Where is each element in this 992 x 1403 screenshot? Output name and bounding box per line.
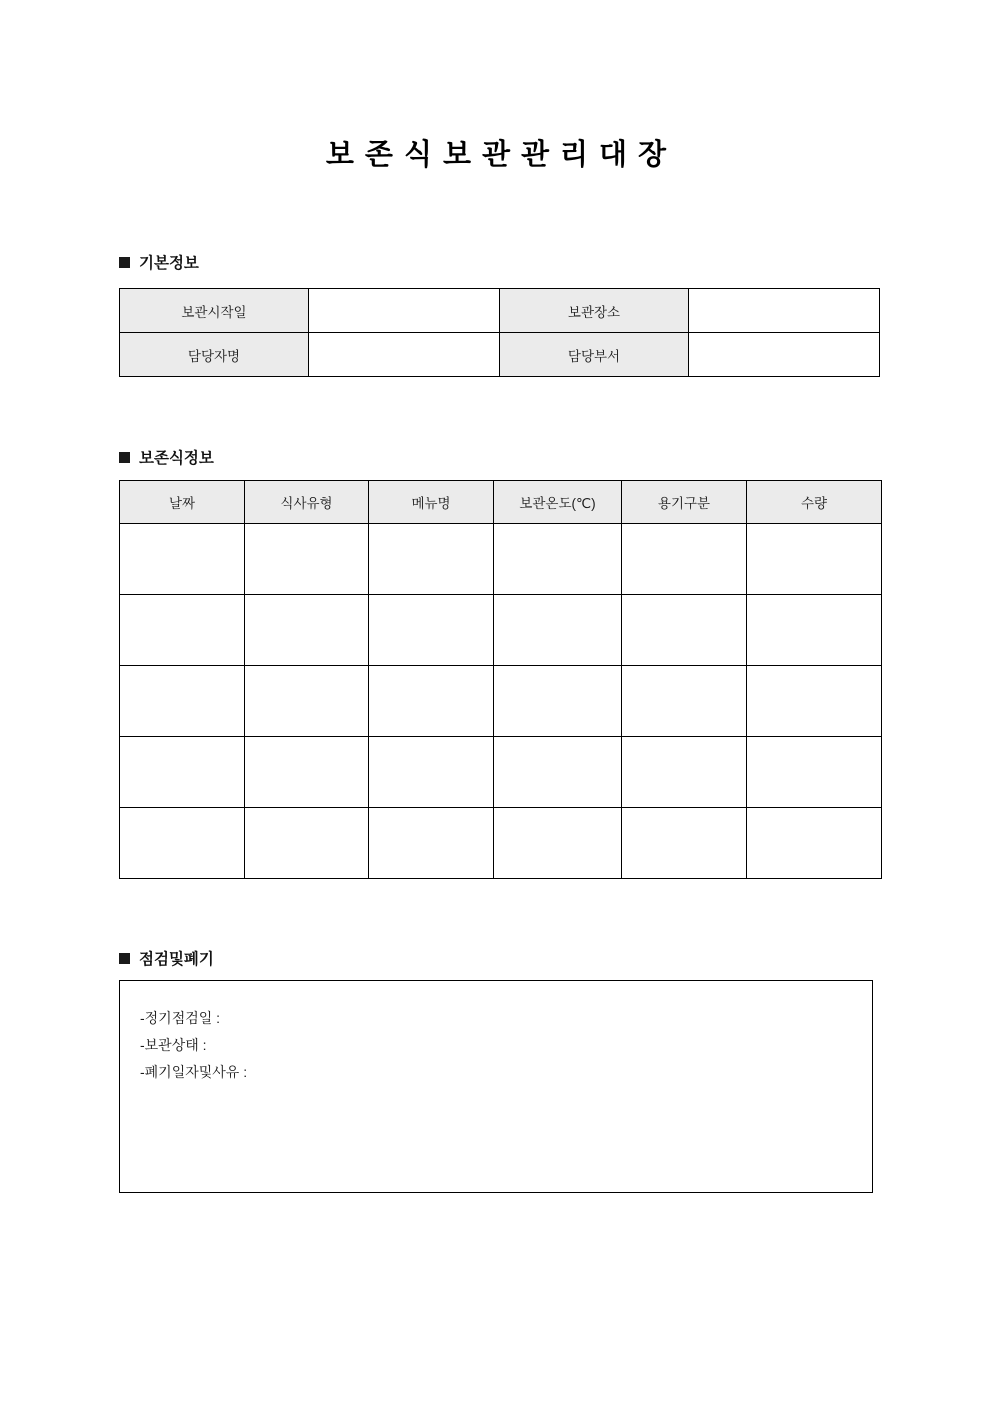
column-header-meal-type: 식사유형	[245, 481, 369, 524]
cell-date[interactable]	[120, 808, 245, 879]
cell-storage-temperature[interactable]	[494, 808, 622, 879]
cell-date[interactable]	[120, 737, 245, 808]
section-heading-basic-info-label: 기본정보	[139, 255, 199, 272]
cell-storage-temperature[interactable]	[494, 595, 622, 666]
cell-menu-name[interactable]	[369, 595, 494, 666]
cell-quantity[interactable]	[747, 737, 882, 808]
column-header-menu-name: 메뉴명	[369, 481, 494, 524]
basic-label-storage-location: 보관장소	[500, 289, 689, 333]
cell-meal-type[interactable]	[245, 666, 369, 737]
inspection-disposal-notes-box[interactable]	[119, 980, 873, 1193]
cell-date[interactable]	[120, 666, 245, 737]
note-line-disposal-date-and-reason: -폐기일자및사유 :	[140, 1064, 248, 1080]
basic-label-department: 담당부서	[500, 333, 689, 377]
cell-container-type[interactable]	[622, 666, 747, 737]
section-heading-food-info	[119, 446, 214, 468]
table-row	[120, 595, 882, 666]
cell-menu-name[interactable]	[369, 666, 494, 737]
cell-storage-temperature[interactable]	[494, 524, 622, 595]
cell-meal-type[interactable]	[245, 524, 369, 595]
column-header-date: 날짜	[120, 481, 245, 524]
note-line-storage-condition: -보관상태 :	[140, 1037, 207, 1053]
cell-quantity[interactable]	[747, 524, 882, 595]
basic-label-person-in-charge: 담당자명	[120, 333, 309, 377]
column-header-storage-temperature: 보관온도(℃)	[494, 481, 622, 524]
cell-meal-type[interactable]	[245, 595, 369, 666]
cell-container-type[interactable]	[622, 595, 747, 666]
basic-label-storage-start-date: 보관시작일	[120, 289, 309, 333]
table-row	[120, 666, 882, 737]
basic-info-table	[119, 288, 880, 377]
basic-value-person-in-charge[interactable]	[309, 333, 500, 377]
cell-menu-name[interactable]	[369, 808, 494, 879]
basic-value-department[interactable]	[689, 333, 880, 377]
cell-quantity[interactable]	[747, 808, 882, 879]
section-heading-food-info-label: 보존식정보	[139, 450, 214, 467]
filled-square-bullet-icon	[119, 953, 130, 964]
cell-quantity[interactable]	[747, 595, 882, 666]
basic-value-storage-start-date[interactable]	[309, 289, 500, 333]
section-heading-inspection-disposal	[119, 947, 214, 969]
cell-container-type[interactable]	[622, 737, 747, 808]
table-row	[120, 808, 882, 879]
cell-container-type[interactable]	[622, 524, 747, 595]
food-info-table	[119, 480, 882, 879]
filled-square-bullet-icon	[119, 452, 130, 463]
cell-menu-name[interactable]	[369, 737, 494, 808]
filled-square-bullet-icon	[119, 257, 130, 268]
note-line-regular-inspection-date: -정기점검일 :	[140, 1010, 221, 1026]
cell-meal-type[interactable]	[245, 808, 369, 879]
cell-menu-name[interactable]	[369, 524, 494, 595]
table-row	[120, 524, 882, 595]
cell-storage-temperature[interactable]	[494, 737, 622, 808]
cell-storage-temperature[interactable]	[494, 666, 622, 737]
column-header-quantity: 수량	[747, 481, 882, 524]
section-heading-basic-info	[119, 251, 199, 273]
table-row	[120, 289, 880, 333]
table-row	[120, 737, 882, 808]
page-title: 보존식보관관리대장	[325, 139, 678, 171]
cell-container-type[interactable]	[622, 808, 747, 879]
table-header-row	[120, 481, 882, 524]
cell-date[interactable]	[120, 595, 245, 666]
notes-lines	[120, 981, 872, 1086]
table-row	[120, 333, 880, 377]
cell-meal-type[interactable]	[245, 737, 369, 808]
section-heading-inspection-disposal-label: 점검및폐기	[139, 951, 214, 968]
basic-value-storage-location[interactable]	[689, 289, 880, 333]
cell-date[interactable]	[120, 524, 245, 595]
column-header-container-type: 용기구분	[622, 481, 747, 524]
cell-quantity[interactable]	[747, 666, 882, 737]
